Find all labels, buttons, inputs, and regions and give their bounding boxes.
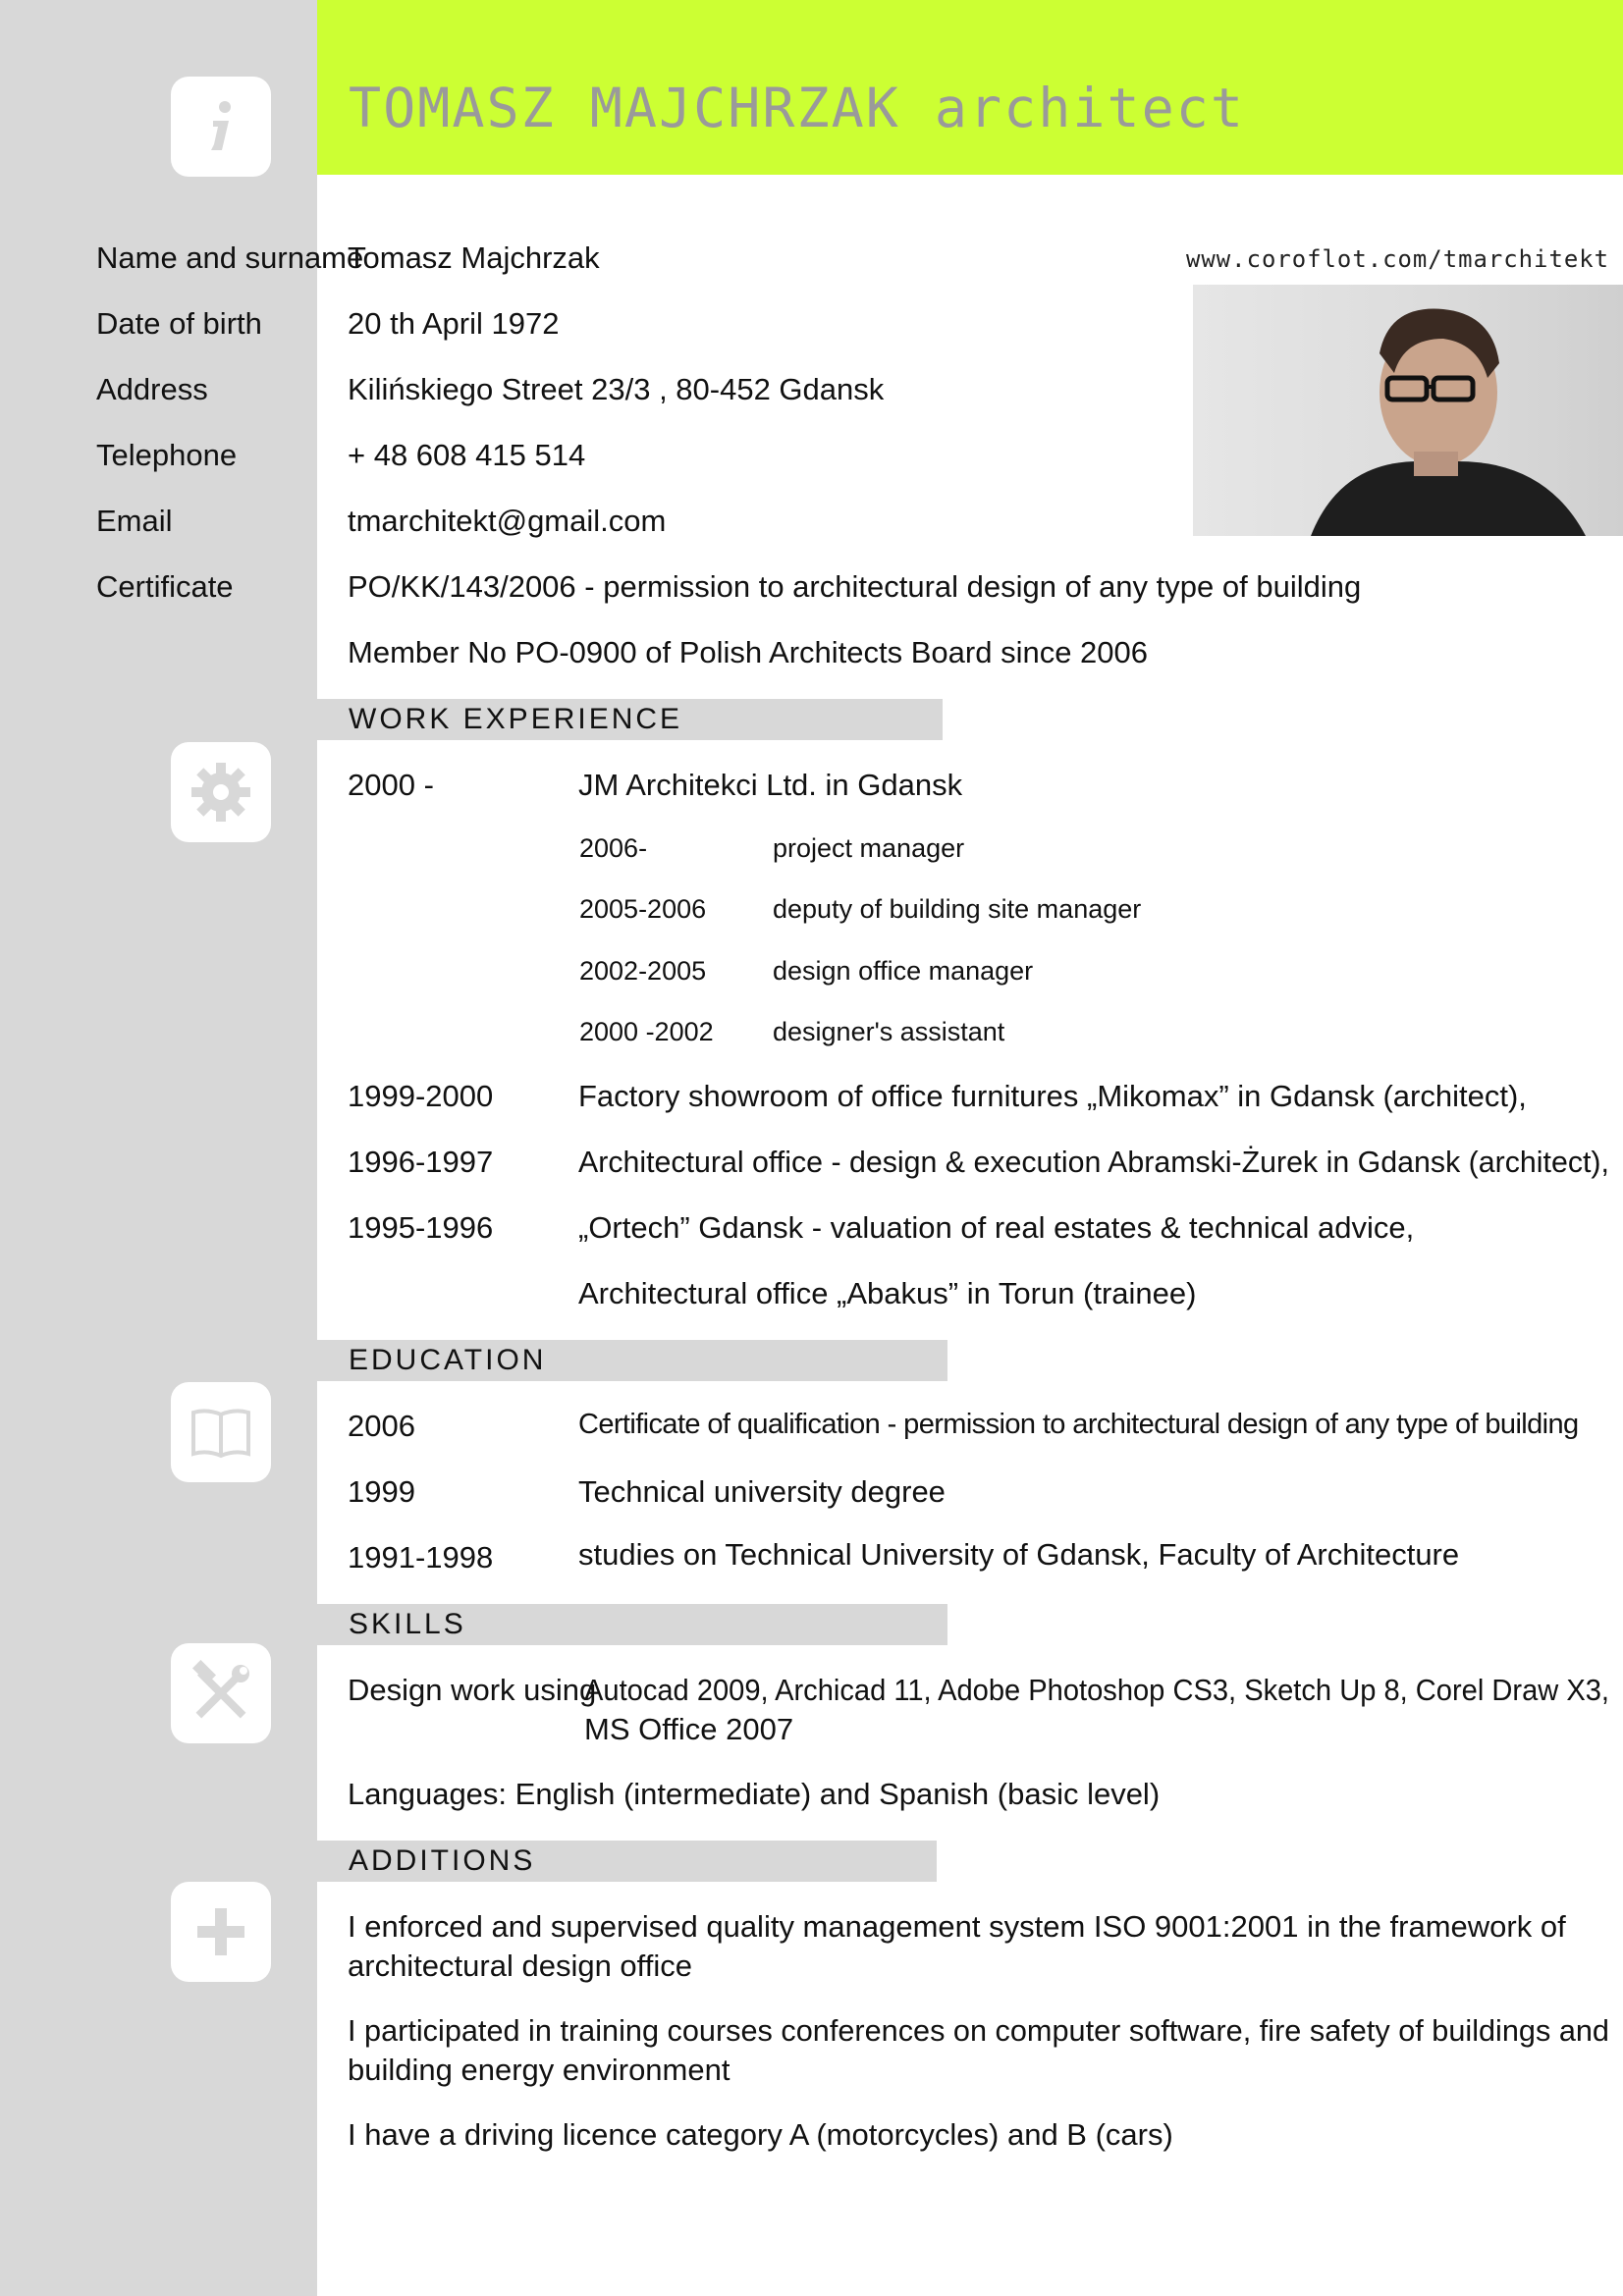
work-years: 2000 - bbox=[348, 768, 434, 802]
website-link[interactable]: www.coroflot.com/tmarchitekt bbox=[1186, 245, 1610, 273]
addition-item: architectural design office bbox=[348, 1949, 692, 1983]
name-value: Tomasz Majchrzak bbox=[348, 240, 600, 275]
work-section-title: WORK EXPERIENCE bbox=[349, 703, 683, 735]
role-title: deputy of building site manager bbox=[773, 894, 1142, 924]
member-value: Member No PO-0900 of Polish Architects Board since 2006 bbox=[348, 635, 1149, 669]
addition-item: I have a driving licence category A (motorcycles) and B (cars) bbox=[348, 2117, 1173, 2152]
work-years: 1999-2000 bbox=[348, 1079, 494, 1113]
education-section-title: EDUCATION bbox=[349, 1344, 547, 1376]
education-years: 1999 bbox=[348, 1474, 415, 1509]
work-years: 1996-1997 bbox=[348, 1145, 494, 1179]
addition-item: I participated in training courses conferences on computer software, fire safety of buildings and bbox=[348, 2013, 1609, 2048]
info-icon bbox=[171, 77, 271, 177]
education-description: studies on Technical University of Gdansk, Faculty of Architecture bbox=[578, 1537, 1460, 1572]
portrait-photo bbox=[1193, 285, 1623, 536]
education-years: 2006 bbox=[348, 1409, 415, 1443]
work-description: Architectural office - design & execution Abramski-Żurek in Gdansk (architect), bbox=[578, 1145, 1609, 1179]
work-company: JM Architekci Ltd. in Gdansk bbox=[578, 768, 963, 802]
skills-languages: Languages: English (intermediate) and Spanish (basic level) bbox=[348, 1777, 1161, 1811]
name-label: Name and surname bbox=[96, 240, 364, 275]
skills-section-title: SKILLS bbox=[349, 1608, 466, 1640]
role-years: 2002-2005 bbox=[579, 956, 707, 986]
additions-section-title: ADDITIONS bbox=[349, 1844, 536, 1877]
role-years: 2005-2006 bbox=[579, 894, 707, 924]
email-value[interactable]: tmarchitekt@gmail.com bbox=[348, 504, 667, 538]
address-label: Address bbox=[96, 372, 208, 406]
role-years: 2000 -2002 bbox=[579, 1017, 714, 1046]
telephone-value: + 48 608 415 514 bbox=[348, 438, 586, 472]
dob-value: 20 th April 1972 bbox=[348, 306, 560, 341]
gear-icon bbox=[171, 742, 271, 842]
telephone-label: Telephone bbox=[96, 438, 238, 472]
role-title: project manager bbox=[773, 833, 965, 863]
book-icon bbox=[171, 1382, 271, 1482]
work-description: „Ortech” Gdansk - valuation of real estates & technical advice, bbox=[578, 1210, 1415, 1245]
role-years: 2006- bbox=[579, 833, 648, 863]
skills-design-label: Design work using bbox=[348, 1673, 597, 1707]
addition-item: I enforced and supervised quality management system ISO 9001:2001 in the framework of bbox=[348, 1909, 1566, 1944]
page-title: TOMASZ MAJCHRZAK architect bbox=[349, 77, 1245, 139]
certificate-label: Certificate bbox=[96, 569, 234, 604]
plus-icon bbox=[171, 1882, 271, 1982]
certificate-value: PO/KK/143/2006 - permission to architectural design of any type of building bbox=[348, 569, 1362, 604]
role-title: designer's assistant bbox=[773, 1017, 1005, 1046]
education-description: Technical university degree bbox=[578, 1474, 946, 1509]
work-description: Architectural office „Abakus” in Torun (trainee) bbox=[578, 1276, 1197, 1310]
skills-design-tools: Autocad 2009, Archicad 11, Adobe Photoshop CS3, Sketch Up 8, Corel Draw X3, bbox=[584, 1673, 1610, 1707]
skills-design-tools: MS Office 2007 bbox=[584, 1712, 794, 1746]
email-label: Email bbox=[96, 504, 173, 538]
tools-icon bbox=[171, 1643, 271, 1743]
work-years: 1995-1996 bbox=[348, 1210, 494, 1245]
education-years: 1991-1998 bbox=[348, 1540, 494, 1575]
role-title: design office manager bbox=[773, 956, 1034, 986]
education-description: Certificate of qualification - permission to architectural design of any type of building bbox=[578, 1409, 1579, 1440]
addition-item: building energy environment bbox=[348, 2053, 730, 2087]
address-value: Kilińskiego Street 23/3 , 80-452 Gdansk bbox=[348, 372, 885, 406]
dob-label: Date of birth bbox=[96, 306, 262, 341]
work-description: Factory showroom of office furnitures „Mikomax” in Gdansk (architect), bbox=[578, 1079, 1527, 1113]
